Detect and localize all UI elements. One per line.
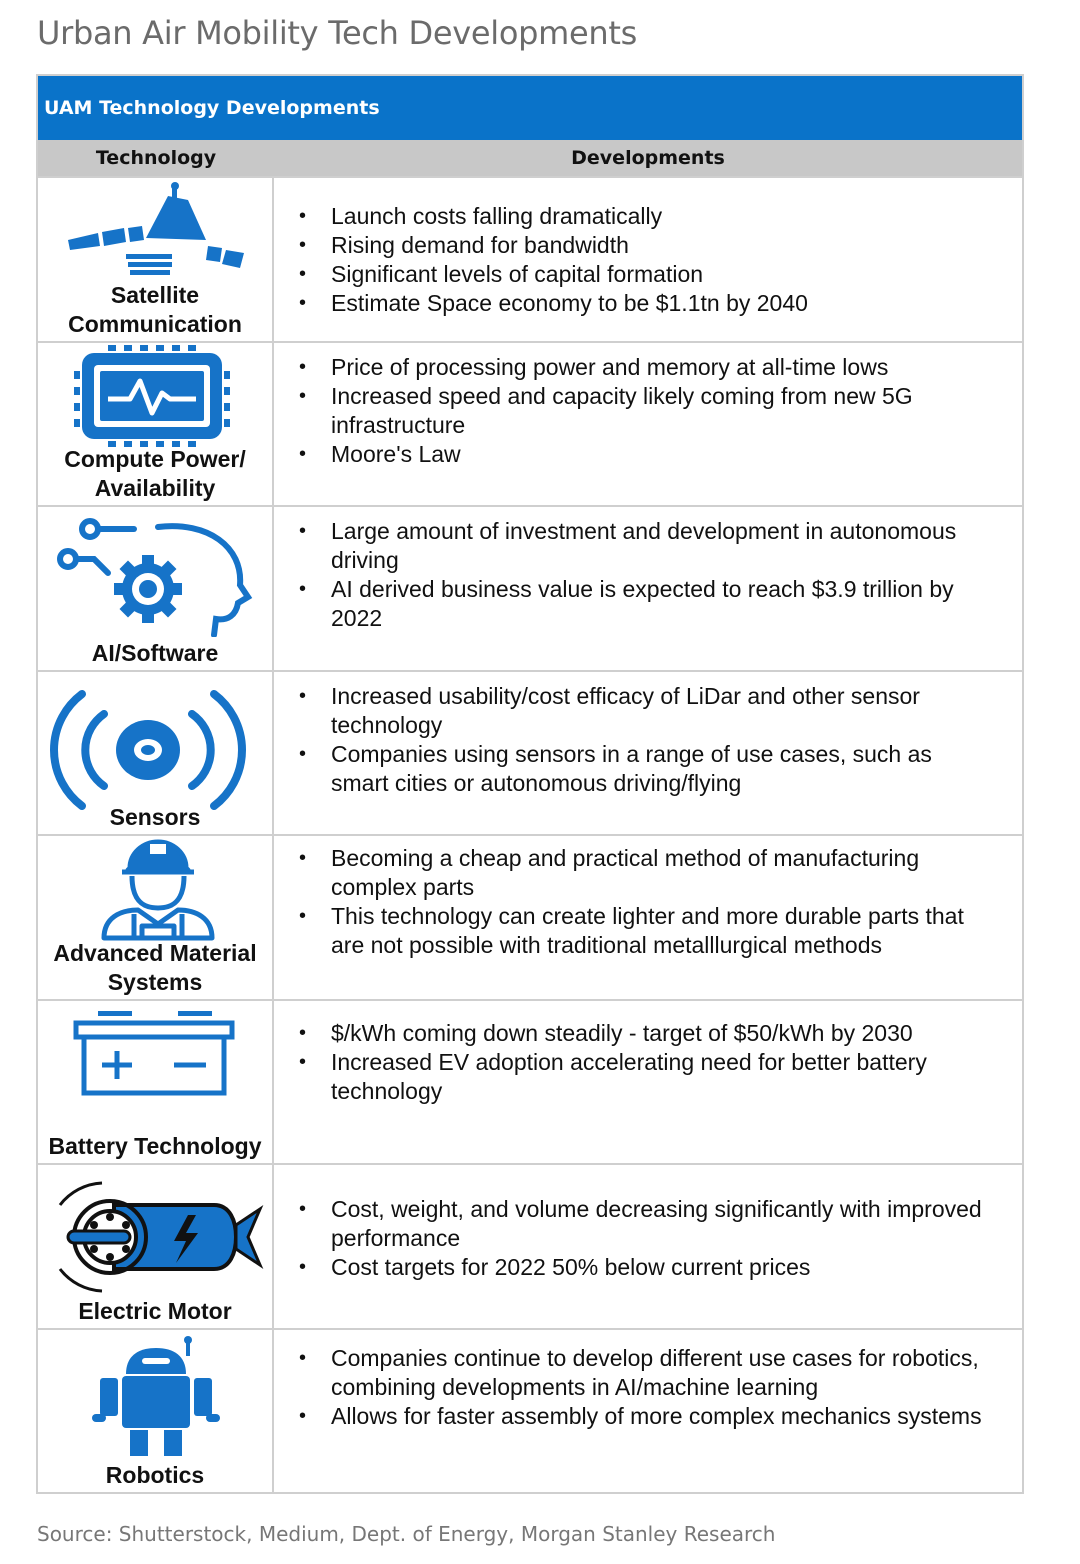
bullet-list	[299, 1019, 982, 1106]
technology-label: Compute Power/ Availability	[64, 446, 246, 501]
developments-cell	[274, 1330, 1022, 1493]
sensor-waves-icon	[38, 672, 274, 812]
bullet-item: • Increased speed and capacity likely coming from new 5G infrastructure	[299, 382, 982, 440]
bullet-list	[299, 202, 982, 318]
bullet-item: • Moore's Law	[299, 440, 982, 469]
bullet-list	[299, 682, 982, 798]
bullet-item: • Increased EV adoption accelerating need for better battery technology	[299, 1048, 982, 1106]
table-row	[38, 670, 1022, 835]
technology-label: AI/Software	[91, 639, 219, 666]
source-note: Source: Shutterstock, Medium, Dept. of Energy, Morgan Stanley Research	[37, 1522, 776, 1546]
technology-label: Satellite Communication	[68, 281, 242, 337]
bullet-item: • Estimate Space economy to be $1.1tn by 2040	[299, 289, 982, 318]
electric-motor-icon	[38, 1165, 274, 1305]
table-row	[38, 999, 1022, 1164]
technology-cell	[38, 178, 274, 341]
technology-label: Sensors	[109, 804, 201, 830]
technology-label: Robotics	[105, 1462, 205, 1488]
bullet-item: • Significant levels of capital formation	[299, 260, 982, 289]
technology-label: Battery Technology	[48, 1133, 262, 1159]
developments-cell	[274, 1001, 1022, 1164]
bullet-list	[299, 1344, 982, 1431]
bullet-list	[299, 844, 982, 960]
technology-cell	[38, 672, 274, 835]
bullet-item: • Price of processing power and memory at all-time lows	[299, 353, 982, 382]
technology-cell	[38, 1330, 274, 1493]
table-banner: UAM Technology Developments	[38, 76, 1022, 140]
ai-head-gear-icon	[38, 507, 274, 637]
bullet-item: • Becoming a cheap and practical method of manufacturing complex parts	[299, 844, 982, 902]
developments-cell	[274, 1165, 1022, 1328]
bullet-item: • Large amount of investment and development in autonomous driving	[299, 517, 982, 575]
bullet-item: • $/kWh coming down steadily - target of $50/kWh by 2030	[299, 1019, 982, 1048]
robot-icon	[38, 1330, 274, 1460]
bullet-item: • Cost, weight, and volume decreasing significantly with improved performance	[299, 1195, 982, 1253]
tech-table	[36, 74, 1024, 1494]
bullet-item: • This technology can create lighter and more durable parts that are not possible with traditional metalllurgical methods	[299, 902, 982, 960]
column-header-row	[38, 140, 1022, 176]
bullet-list	[299, 1195, 982, 1282]
developments-cell	[274, 836, 1022, 999]
developments-cell	[274, 178, 1022, 341]
bullet-item: • AI derived business value is expected to reach $3.9 trillion by 2022	[299, 575, 982, 633]
technology-cell	[38, 507, 274, 670]
table-row	[38, 176, 1022, 341]
table-row	[38, 1163, 1022, 1328]
bullet-list	[299, 353, 982, 469]
column-header-technology: Technology	[95, 147, 217, 169]
page-title: Urban Air Mobility Tech Developments	[37, 14, 638, 52]
developments-cell	[274, 507, 1022, 670]
bullet-item: • Cost targets for 2022 50% below current prices	[299, 1253, 982, 1282]
table-row	[38, 834, 1022, 999]
technology-cell	[38, 836, 274, 999]
table-row	[38, 1328, 1022, 1493]
processor-chip-icon	[38, 343, 274, 453]
bullet-item: • Launch costs falling dramatically	[299, 202, 982, 231]
bullet-item: • Companies continue to develop different use cases for robotics, combining developments in AI/machine learning	[299, 1344, 982, 1402]
bullet-item: • Companies using sensors in a range of use cases, such as smart cities or autonomous driving/flying	[299, 740, 982, 798]
bullet-item: • Allows for faster assembly of more complex mechanics systems	[299, 1402, 982, 1431]
technology-cell	[38, 1001, 274, 1164]
developments-cell	[274, 672, 1022, 835]
developments-cell	[274, 343, 1022, 506]
column-header-developments: Developments	[571, 147, 725, 169]
battery-icon	[38, 1001, 274, 1111]
worker-icon	[38, 836, 274, 946]
table-row	[38, 341, 1022, 506]
technology-label: Electric Motor	[78, 1297, 232, 1324]
bullet-list	[299, 517, 982, 633]
bullet-item: • Rising demand for bandwidth	[299, 231, 982, 260]
technology-label: Advanced Material Systems	[53, 939, 257, 995]
technology-cell	[38, 343, 274, 506]
bullet-item: • Increased usability/cost efficacy of LiDar and other sensor technology	[299, 682, 982, 740]
table-row	[38, 505, 1022, 670]
technology-cell	[38, 1165, 274, 1328]
